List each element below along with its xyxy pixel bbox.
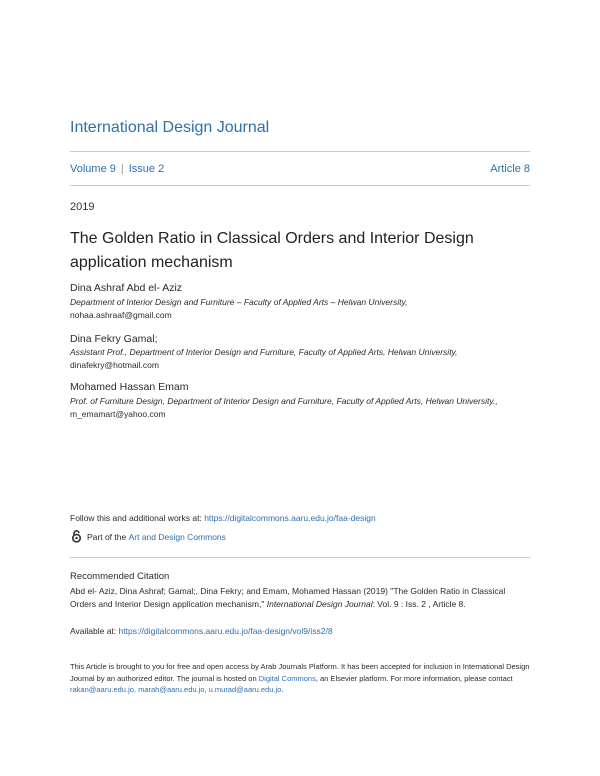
divider-bottom [70,185,530,186]
issue-link[interactable]: Issue 2 [128,163,165,175]
access-notice [70,661,530,696]
divider-top [70,151,530,152]
volume-link[interactable]: Volume 9 [70,163,116,175]
follow-text: Follow this and additional works at: [70,513,205,523]
author-email: m_emamart@yahoo.com [70,408,166,419]
citation-body: Abd el- Aziz, Dina Ashraf; Gamal;, Dina Fekry; and Emam, Mohamed Hassan (2019) "The Golden Ratio in Classical Orders and Interior Design application mechanism," [70,586,506,609]
open-access-icon [70,530,83,543]
author-name: Dina Fekry Gamal; [70,333,158,345]
author-email: dinafekry@hotmail.com [70,359,159,370]
citation-volume: : Vol. 9 : Iss. 2 , Article 8. [372,598,466,609]
citation-heading: Recommended Citation [70,571,170,582]
affiliation-text: Department of Interior Design and Furniture – Faculty of Applied Arts – Helwan University, [70,297,408,307]
issue-separator: | [120,163,124,175]
available-label: Available at: [70,626,119,636]
author-affiliation [70,395,530,420]
follow-line [70,513,376,523]
available-at-line [70,626,333,636]
commons-link[interactable]: Art and Design Commons [128,531,226,542]
author-affiliation [70,346,530,371]
author-name: Mohamed Hassan Emam [70,381,189,393]
collection-link[interactable]: https://digitalcommons.aaru.edu.jo/faa-design [204,513,376,523]
author-name: Dina Ashraf Abd el- Aziz [70,282,183,294]
citation-journal: International Design Journal [266,598,373,609]
affiliation-text: Assistant Prof., Department of Interior Design and Furniture, Faculty of Applied Arts, Helwan University, [70,347,458,357]
notice-end: . [281,685,284,694]
affiliation-text: Prof. of Furniture Design, Department of Interior Design and Furniture, Faculty of Applied Arts, Helwan University., [70,396,498,406]
digital-commons-link[interactable]: Digital Commons [258,673,316,683]
citation-text [70,585,530,610]
part-of-text: Part of the [87,531,127,542]
journal-title[interactable]: International Design Journal [70,119,270,136]
issue-info-row [70,163,530,175]
article-url-link[interactable]: https://digitalcommons.aaru.edu.jo/faa-design/vol9/iss2/8 [118,626,333,636]
contact-emails[interactable]: rakan@aaru.edu.jo, marah@aaru.edu.jo, u.murad@aaru.edu.jo [70,685,282,694]
notice-text: This Article is brought to you for free and open access by Arab Journals Platform. It has been accepted for inclusion in International Design Journal by an authorized editor. The journal is hosted on [70,662,530,683]
divider-citation [70,557,530,558]
article-link[interactable]: Article 8 [490,163,530,175]
publication-year: 2019 [70,201,95,213]
part-of-line [70,530,226,543]
author-affiliation [70,296,530,321]
author-email: nohaa.ashraaf@gmail.com [70,309,172,320]
article-title: The Golden Ratio in Classical Orders and Interior Design application mechanism [70,230,474,271]
notice-text-mid: , an Elsevier platform. For more information, please contact [315,673,513,683]
